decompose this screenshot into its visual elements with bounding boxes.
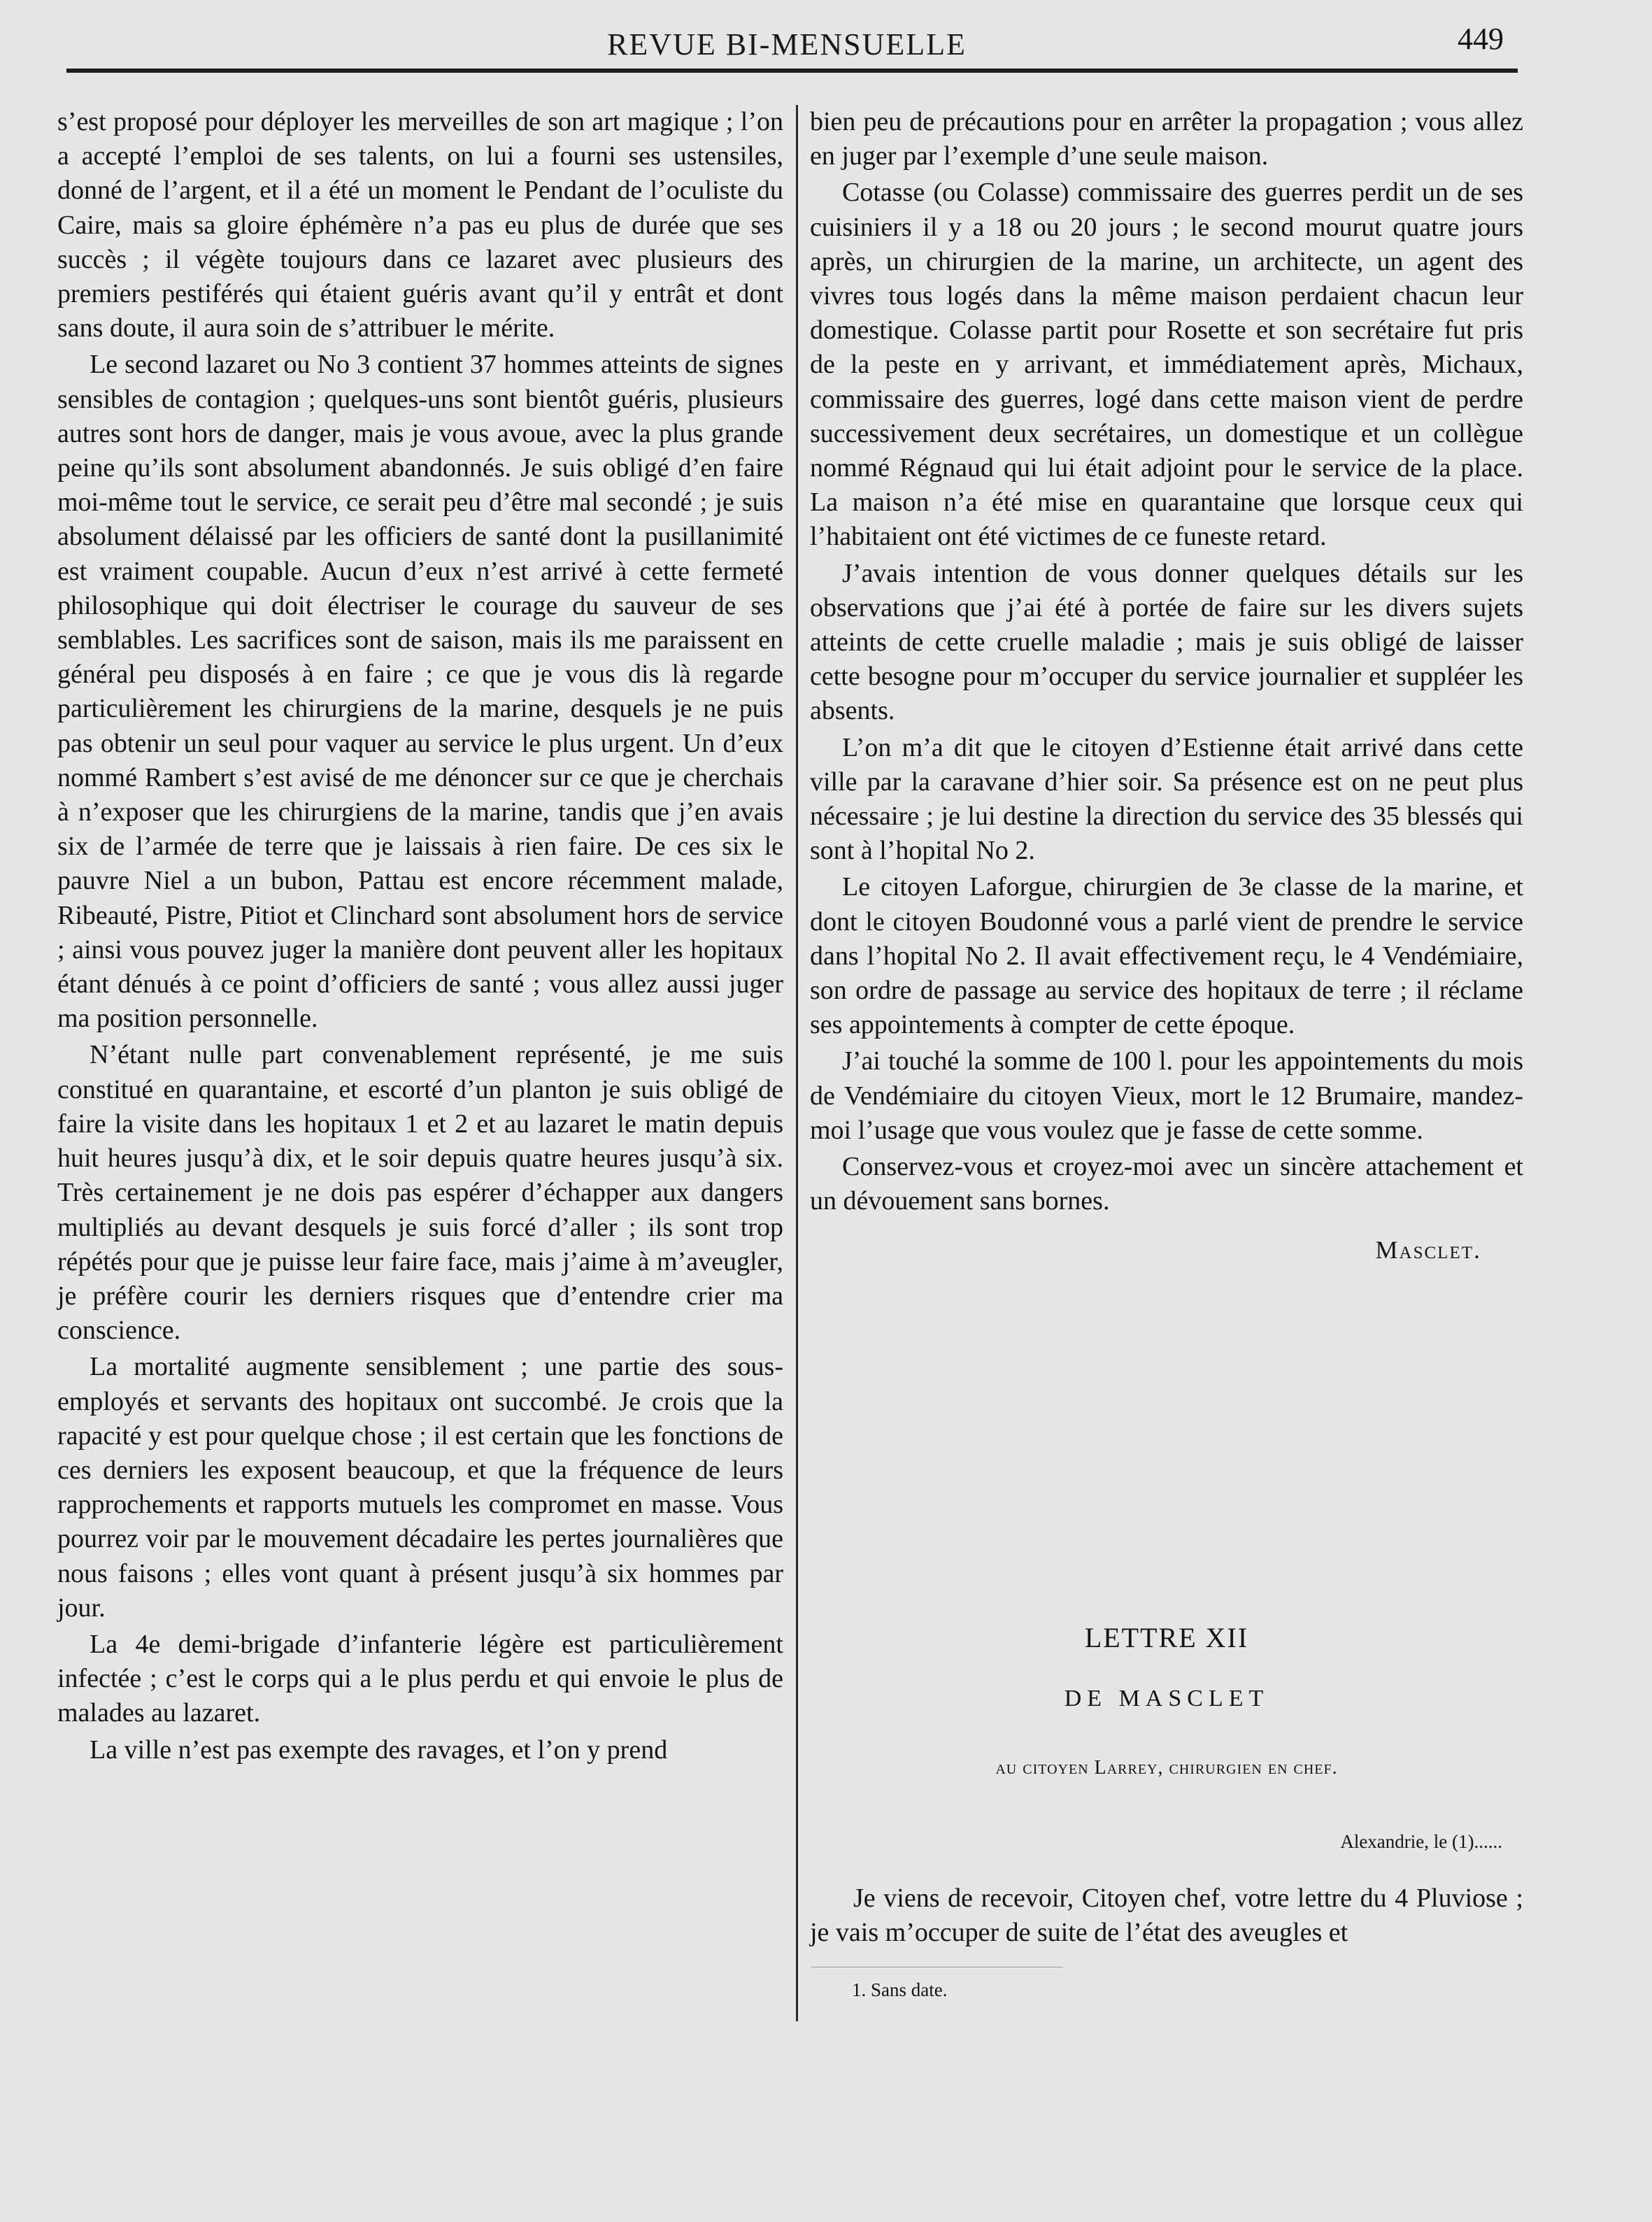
signature: Masclet.	[1375, 1235, 1481, 1264]
dateline: Alexandrie, le (1)......	[1340, 1831, 1502, 1852]
paragraph: La mortalité augmente sensiblement ; une partie des sous-employés et servants des hopitaux ont succombé. Je crois que la rapacité y est pour quelque chose ; il est certain que les fonctions de ces derniers les exposent beaucoup, et que la fréquence de leurs rapprochements et rapports mutuels les compromet en masse. Vous pourrez voir par le mouvement décadaire les pertes journalières que nous faisons ; elles vont quant à présent jusqu’à six hommes par jour.	[57, 1352, 783, 1623]
paragraph: Le citoyen Laforgue, chirurgien de 3e classe de la marine, et dont le citoyen Boudonné vous a parlé vient de prendre le service dans l’hopital No 2. Il avait effectivement reçu, le 4 Vendémiaire, son ordre de passage au service des hopitaux de terre ; il réclame ses appointements à compter de cette époque.	[810, 872, 1523, 1040]
paragraph: L’on m’a dit que le citoyen d’Estienne était arrivé dans cette ville par la caravane d’hier soir. Sa présence est on ne peut plus nécessaire ; je lui destine la direction du service des 35 blessés qui sont à l’hopital No 2.	[810, 732, 1523, 866]
letter-title: LETTRE XII	[1084, 1622, 1249, 1653]
paragraph: J’ai touché la somme de 100 l. pour les appointements du mois de Vendémiaire du citoyen Vieux, mort le 12 Brumaire, mandez-moi l’usage que vous voulez que je fasse de cette somme.	[810, 1046, 1523, 1145]
paragraph: Cotasse (ou Colasse) commissaire des guerres perdit un de ses cuisiniers il y a 18 ou 20 jours ; le second mourut quatre jours après, un chirurgien de la marine, un architecte, un agent des vivres tous logés dans la même maison perdaient chacun leur domestique. Colasse partit pour Rosette et son secrétaire fut pris de la peste en y arrivant, et immédiatement après, Michaux, commissaire des guerres, logé dans cette maison vient de perdre successivement deux secrétaires, un domestique et un collègue nommé Régnaud qui lui était adjoint pour le service de la place. La maison n’a été mise en quarantaine que lorsque ceux qui l’habitaient ont été victimes de ce funeste retard.	[810, 178, 1523, 552]
paragraph: La ville n’est pas exempte des ravages, et l’on y prend	[90, 1735, 668, 1765]
paragraph: J’avais intention de vous donner quelques détails sur les observations que j’ai été à portée de faire sur les divers sujets atteints de cette cruelle maladie ; mais je suis obligé de laisser cette besogne pour m’occuper du service journalier et suppléer les absents.	[810, 558, 1523, 726]
paragraph: N’étant nulle part convenablement représenté, je me suis constitué en quarantaine, et escorté d’un planton je suis obligé de faire la visite dans les hopitaux 1 et 2 et au lazaret le matin depuis huit heures jusqu’à dix, et le soir depuis quatre heures jusqu’à six. Très certainement je ne dois pas espérer d’échapper aux dangers multipliés au devant desquels je suis forcé d’aller ; ils sont trop répétés pour que je puisse leur faire face, mais j’aime à m’aveugler, je préfère courir les derniers risques que d’entendre crier ma conscience.	[57, 1040, 783, 1346]
header-rule	[66, 69, 1518, 73]
footnote: 1. Sans date.	[852, 1979, 948, 2000]
paragraph: La 4e demi-brigade d’infanterie légère est particulièrement infectée ; c’est le corps qui a le plus perdu et qui envoie le plus de malades au lazaret.	[57, 1629, 783, 1728]
letter-recipient: au citoyen Larrey, chirurgien en chef.	[995, 1757, 1338, 1779]
page-number: 449	[1458, 22, 1504, 56]
letter-from: DE MASCLET	[1064, 1686, 1269, 1711]
right-column	[810, 105, 1523, 1267]
paragraph: Le second lazaret ou No 3 contient 37 hommes atteints de signes sensibles de contagion ; quelques-uns sont bientôt guéris, plusieurs autres sont hors de danger, mais je vous avoue, avec la plus grande peine qu’ils sont absolument abandonnés. Je suis obligé d’en faire moi-même tout le service, ce serait peu d’être mal secondé ; je suis absolument délaissé par les officiers de santé dont la pusillanimité est vraiment coupable. Aucun d’eux n’est arrivé à cette fermeté philosophique qui doit électriser le courage du sauveur de ses semblables. Les sacrifices sont de saison, mais ils me paraissent en général peu disposés à en faire ; ce que je vous dis là regarde particulièrement les chirurgiens de la marine, desquels je ne puis pas obtenir un seul pour vaquer au service le plus urgent. Un d’eux nommé Rambert s’est avisé de me dénoncer sur ce que je cherchais à n’exposer que les chirurgiens de la marine, tandis que j’en avais six de l’armée de terre que je laissais à rien faire. De ces six le pauvre Niel a un bubon, Pattau est encore récemment malade, Ribeauté, Pistre, Pitiot et Clinchard sont absolument hors de service ; ainsi vous pouvez juger la manière dont peuvent aller les hopitaux étant dénués à ce point d’officiers de santé ; vous allez aussi juger ma position personnelle.	[57, 350, 783, 1034]
paragraph: s’est proposé pour déployer les merveilles de son art magique ; l’on a accepté l’emploi de ses talents, on lui a fourni ses ustensiles, donné de l’argent, et il a été un moment le Pendant de l’oculiste du Caire, mais sa gloire éphémère n’a pas eu plus de durée que ses succès ; il végète toujours dans ce lazaret avec plusieurs des premiers pestiférés qui étaient guéris avant qu’il y entrât et dont sans doute, il aura soin de s’attribuer le mérite.	[57, 107, 783, 343]
paragraph: bien peu de précautions pour en arrêter la propagation ; vous allez en juger par l’exemple d’une seule maison.	[810, 107, 1523, 171]
running-title: REVUE BI-MENSUELLE	[607, 27, 967, 62]
left-column	[57, 105, 783, 1769]
column-divider	[796, 105, 798, 2021]
paragraph: Conservez-vous et croyez-moi avec un sincère attachement et un dévouement sans bornes.	[810, 1152, 1523, 1216]
page-header	[56, 21, 1518, 74]
letter-opening: Je viens de recevoir, Citoyen chef, votre lettre du 4 Pluviose ; je vais m’occuper de suite de l’état des aveugles et	[810, 1883, 1523, 1947]
